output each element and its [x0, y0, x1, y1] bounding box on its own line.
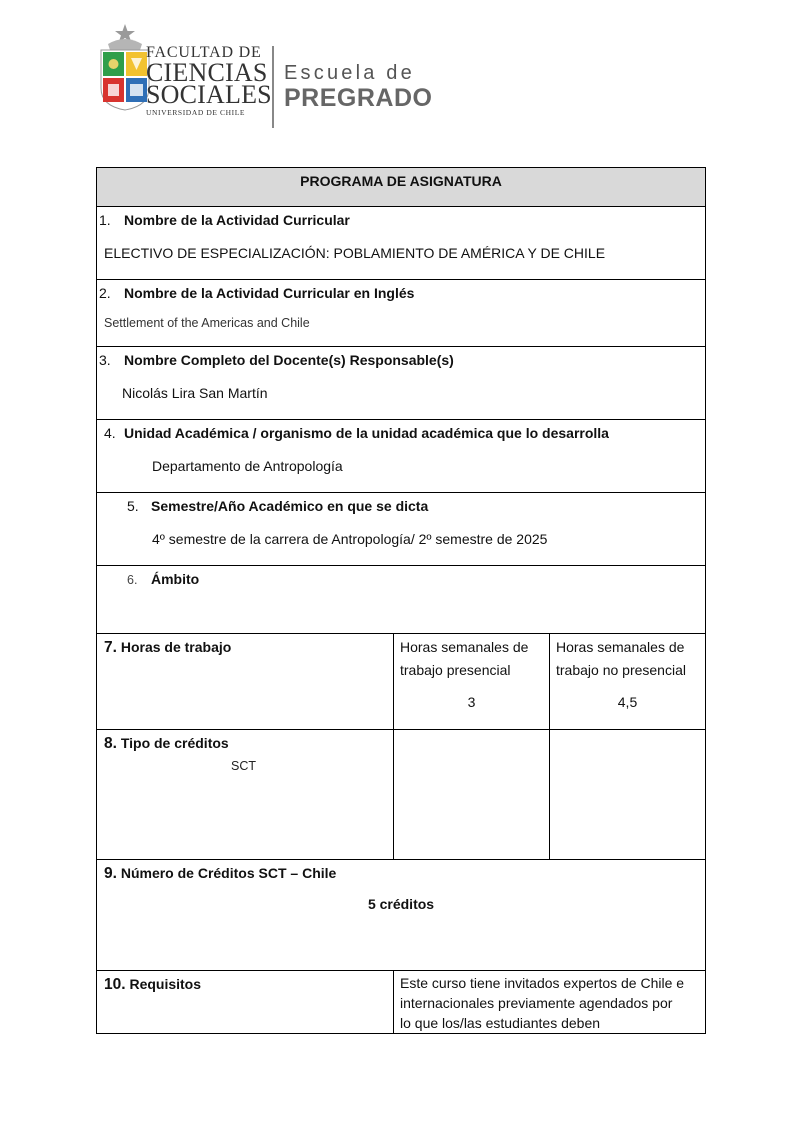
section-10-row — [97, 971, 706, 1034]
section-7-row — [97, 634, 706, 730]
section-7-number: 7. — [104, 639, 117, 656]
presencial-hours-line2: trabajo presencial — [400, 662, 511, 678]
no-presencial-hours-value: 4,5 — [617, 694, 638, 710]
requirements-line2: internacionales previamente agendados por — [400, 995, 673, 1011]
section-2-number: 2. — [99, 285, 111, 301]
logo-divider — [272, 46, 274, 128]
section-4-heading — [97, 420, 705, 444]
section-9-heading — [97, 860, 705, 884]
section-5-value: 4º semestre de la carrera de Antropología/ 2º semestre de 2025 — [152, 531, 548, 547]
school-line1: Escuela de — [284, 62, 415, 84]
section-1-number: 1. — [99, 212, 111, 228]
section-9-label: Número de Créditos SCT – Chile — [120, 865, 337, 881]
table-title: PROGRAMA DE ASIGNATURA — [97, 168, 706, 207]
section-5-number: 5. — [127, 498, 139, 514]
no-presencial-hours-line2: trabajo no presencial — [556, 662, 686, 678]
section-3-heading — [97, 347, 705, 371]
faculty-line2: CIENCIAS — [146, 58, 268, 87]
section-7-heading — [97, 634, 393, 658]
section-2-label: Nombre de la Actividad Curricular en Inglés — [124, 285, 415, 301]
section-8-empty-cell-2 — [550, 730, 706, 860]
section-7-label: Horas de trabajo — [120, 639, 232, 655]
section-3-number: 3. — [99, 352, 111, 368]
section-5-heading — [97, 493, 705, 517]
section-1-row — [97, 207, 706, 280]
section-6-number: 6. — [127, 573, 138, 587]
section-4-row — [97, 420, 706, 493]
program-table — [96, 167, 706, 1034]
section-8-label: Tipo de créditos — [120, 735, 229, 751]
header-logo — [96, 22, 436, 117]
section-10-number: 10. — [104, 976, 126, 993]
section-9-value: 5 créditos — [367, 896, 435, 912]
section-8-number: 8. — [104, 735, 117, 752]
section-6-row — [97, 566, 706, 634]
section-1-heading — [97, 207, 705, 231]
section-9-row — [97, 860, 706, 971]
school-line2: PREGRADO — [284, 84, 433, 112]
section-4-value: Departamento de Antropología — [152, 458, 343, 474]
section-10-heading — [97, 971, 393, 995]
section-1-value: ELECTIVO DE ESPECIALIZACIÓN: POBLAMIENTO DE AMÉRICA Y DE CHILE — [104, 245, 606, 261]
section-5-row — [97, 493, 706, 566]
section-3-row — [97, 347, 706, 420]
section-4-number: 4. — [104, 425, 116, 441]
no-presencial-hours-header — [550, 634, 705, 682]
section-3-label: Nombre Completo del Docente(s) Responsable(s) — [124, 352, 454, 368]
no-presencial-hours-line1: Horas semanales de — [556, 639, 685, 655]
presencial-hours-header — [394, 634, 549, 682]
section-5-label: Semestre/Año Académico en que se dicta — [151, 498, 429, 514]
section-10-label: Requisitos — [129, 976, 202, 992]
presencial-hours-value: 3 — [467, 694, 476, 710]
presencial-hours-line1: Horas semanales de — [400, 639, 529, 655]
section-8-value: SCT — [231, 759, 256, 773]
section-2-heading — [97, 280, 705, 304]
requirements-line3: lo que los/las estudiantes deben — [400, 1015, 601, 1031]
section-1-label: Nombre de la Actividad Curricular — [124, 212, 350, 228]
section-6-label: Ámbito — [151, 571, 200, 587]
section-2-value: Settlement of the Americas and Chile — [104, 316, 310, 330]
section-3-value: Nicolás Lira San Martín — [122, 385, 268, 401]
section-6-heading — [97, 566, 705, 590]
section-9-number: 9. — [104, 865, 117, 882]
faculty-line3: SOCIALES — [146, 80, 272, 109]
section-8-row — [97, 730, 706, 860]
section-8-heading — [97, 730, 393, 754]
university-name: UNIVERSIDAD DE CHILE — [146, 108, 246, 117]
section-2-row — [97, 280, 706, 347]
requirements-line1: Este curso tiene invitados expertos de Chile e — [400, 975, 685, 991]
section-8-empty-cell-1 — [394, 730, 550, 860]
table-header-row — [97, 168, 706, 207]
requirements-text — [394, 971, 705, 1033]
faculty-line1: FACULTAD DE — [146, 44, 262, 61]
section-4-label: Unidad Académica / organismo de la unidad académica que lo desarrolla — [124, 425, 609, 441]
